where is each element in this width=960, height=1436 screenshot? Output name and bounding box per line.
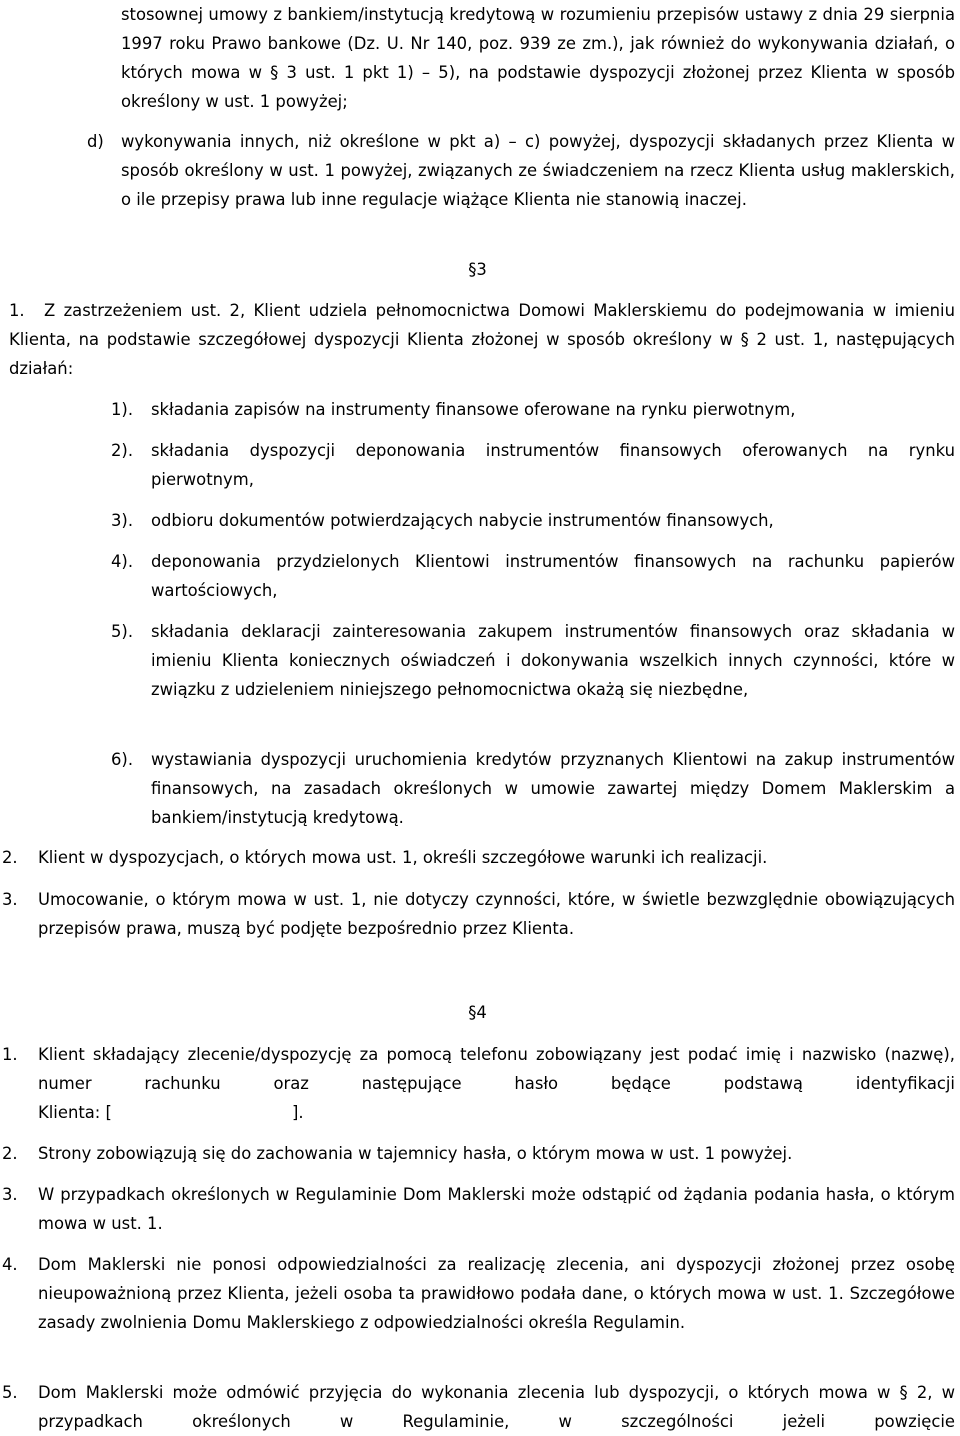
item-text: składania dyspozycji deponowania instrumentów finansowych oferowanych na rynku pierwotnym, bbox=[151, 441, 955, 489]
section-heading-text: §3 bbox=[468, 260, 487, 279]
section3-item-1 bbox=[111, 395, 955, 424]
section4-paragraph-4 bbox=[2, 1250, 955, 1337]
paragraph-label: 3. bbox=[2, 890, 18, 909]
paragraph-label: 2. bbox=[2, 848, 18, 867]
paragraph-text: Klient w dyspozycjach, o których mowa ust. 1, określi szczegółowe warunki ich realizacji. bbox=[38, 848, 768, 867]
section4-paragraph-3 bbox=[2, 1180, 955, 1238]
paragraph-label: 4. bbox=[2, 1255, 18, 1274]
paragraph-label: 1. bbox=[9, 301, 25, 320]
paragraph-text: Strony zobowiązują się do zachowania w tajemnicy hasła, o którym mowa w ust. 1 powyżej. bbox=[38, 1144, 793, 1163]
section3-paragraph-1 bbox=[9, 296, 955, 383]
item-text: deponowania przydzielonych Klientowi instrumentów finansowych na rachunku papierów wartościowych, bbox=[151, 552, 955, 600]
item-text: odbioru dokumentów potwierdzających nabycie instrumentów finansowych, bbox=[151, 511, 774, 530]
section3-paragraph-3 bbox=[2, 885, 955, 943]
paragraph-label: 1. bbox=[2, 1045, 18, 1064]
continuation-paragraph bbox=[121, 0, 955, 116]
item-text: składania deklaracji zainteresowania zakupem instrumentów finansowych oraz składania w imieniu Klienta koniecznych oświadczeń i dokonywania wszelkich innych czynności, które w związku z udzieleniem niniejszego pełnomocnictwa okażą się niezbędne, bbox=[151, 622, 955, 699]
section-heading-4 bbox=[0, 998, 960, 1027]
section3-item-5 bbox=[111, 617, 955, 704]
item-label: 1). bbox=[111, 400, 134, 419]
item-text: wykonywania innych, niż określone w pkt a) – c) powyżej, dyspozycji składanych przez Klienta w sposób określony w ust. 1 powyżej, związanych ze świadczeniem na rzecz Klienta usług maklerskich, o ile przepisy prawa lub inne regulacje wiążące Klienta nie stanowią inaczej. bbox=[121, 132, 955, 209]
password-close: ]. bbox=[291, 1103, 304, 1122]
item-text: składania zapisów na instrumenty finansowe oferowane na rynku pierwotnym, bbox=[151, 400, 796, 419]
paragraph-text-content: Z zastrzeżeniem ust. 2, Klient udziela pełnomocnictwa Domowi Maklerskiemu do podejmowania w imieniu Klienta, na podstawie szczegółowej dyspozycji Klienta złożonej w sposób określony w § 2 ust. 1, następujących działań: bbox=[9, 301, 955, 378]
section-heading-text: §4 bbox=[468, 1003, 487, 1022]
paragraph-text: stosownej umowy z bankiem/instytucją kredytową w rozumieniu przepisów ustawy z dnia 29 sierpnia 1997 roku Prawo bankowe (Dz. U. Nr 140, poz. 939 ze zm.), jak również do wykonywania działań, o których mowa w § 3 ust. 1 pkt 1) – 5), na podstawie dyspozycji złożonej przez Klienta w sposób określony w ust. 1 powyżej; bbox=[121, 5, 955, 111]
paragraph-body bbox=[38, 1040, 955, 1127]
section4-paragraph-2 bbox=[2, 1139, 955, 1168]
section3-paragraph-2 bbox=[2, 843, 955, 872]
section3-item-4 bbox=[111, 547, 955, 605]
paragraph-text: Dom Maklerski może odmówić przyjęcia do wykonania zlecenia lub dyspozycji, o których mowa w § 2, w przypadkach określonych w Regulaminie, w szczególności jeżeli powzięcie bbox=[38, 1383, 955, 1431]
item-label: 5). bbox=[111, 622, 134, 641]
paragraph-text: Klient składający zlecenie/dyspozycję za pomocą telefonu zobowiązany jest podać imię i nazwisko (nazwę), numer rachunku oraz następujące hasło będące podstawą identyfikacji bbox=[38, 1045, 955, 1093]
section3-item-6 bbox=[111, 745, 955, 832]
item-label: 6). bbox=[111, 750, 134, 769]
section-heading-3 bbox=[0, 255, 960, 284]
list-item-d bbox=[87, 127, 955, 214]
section3-item-3 bbox=[111, 506, 955, 535]
paragraph-text: Umocowanie, o którym mowa w ust. 1, nie dotyczy czynności, które, w świetle bezwzględnie obowiązujących przepisów prawa, muszą być podjęte bezpośrednio przez Klienta. bbox=[38, 890, 955, 938]
paragraph-text: Dom Maklerski nie ponosi odpowiedzialności za realizację zlecenia, ani dyspozycji złożonej przez osobę nieupoważnioną przez Klienta, jeżeli osoba ta prawidłowo podała dane, o których mowa w ust. 1. Szczegółowe zasady zwolnienia Domu Maklerskiego z odpowiedzialności określa Regulamin. bbox=[38, 1255, 955, 1332]
section4-paragraph-5 bbox=[2, 1378, 955, 1436]
item-label: 2). bbox=[111, 441, 134, 460]
item-label: 3). bbox=[111, 511, 134, 530]
paragraph-text bbox=[9, 296, 955, 383]
password-label: Klienta: [ bbox=[38, 1103, 112, 1122]
paragraph-label: 3. bbox=[2, 1185, 18, 1204]
paragraph-label: 5. bbox=[2, 1383, 18, 1402]
paragraph-label: 2. bbox=[2, 1144, 18, 1163]
item-label: d) bbox=[87, 132, 104, 151]
item-label: 4). bbox=[111, 552, 134, 571]
password-line bbox=[38, 1098, 955, 1127]
section3-item-2 bbox=[111, 436, 955, 494]
section4-paragraph-1 bbox=[2, 1040, 955, 1127]
paragraph-text: W przypadkach określonych w Regulaminie Dom Maklerski może odstąpić od żądania podania hasła, o którym mowa w ust. 1. bbox=[38, 1185, 955, 1233]
item-text: wystawiania dyspozycji uruchomienia kredytów przyznanych Klientowi na zakup instrumentów finansowych, na zasadach określonych w umowie zawartej między Domem Maklerskim a bankiem/instytucją kredytową. bbox=[151, 750, 955, 827]
